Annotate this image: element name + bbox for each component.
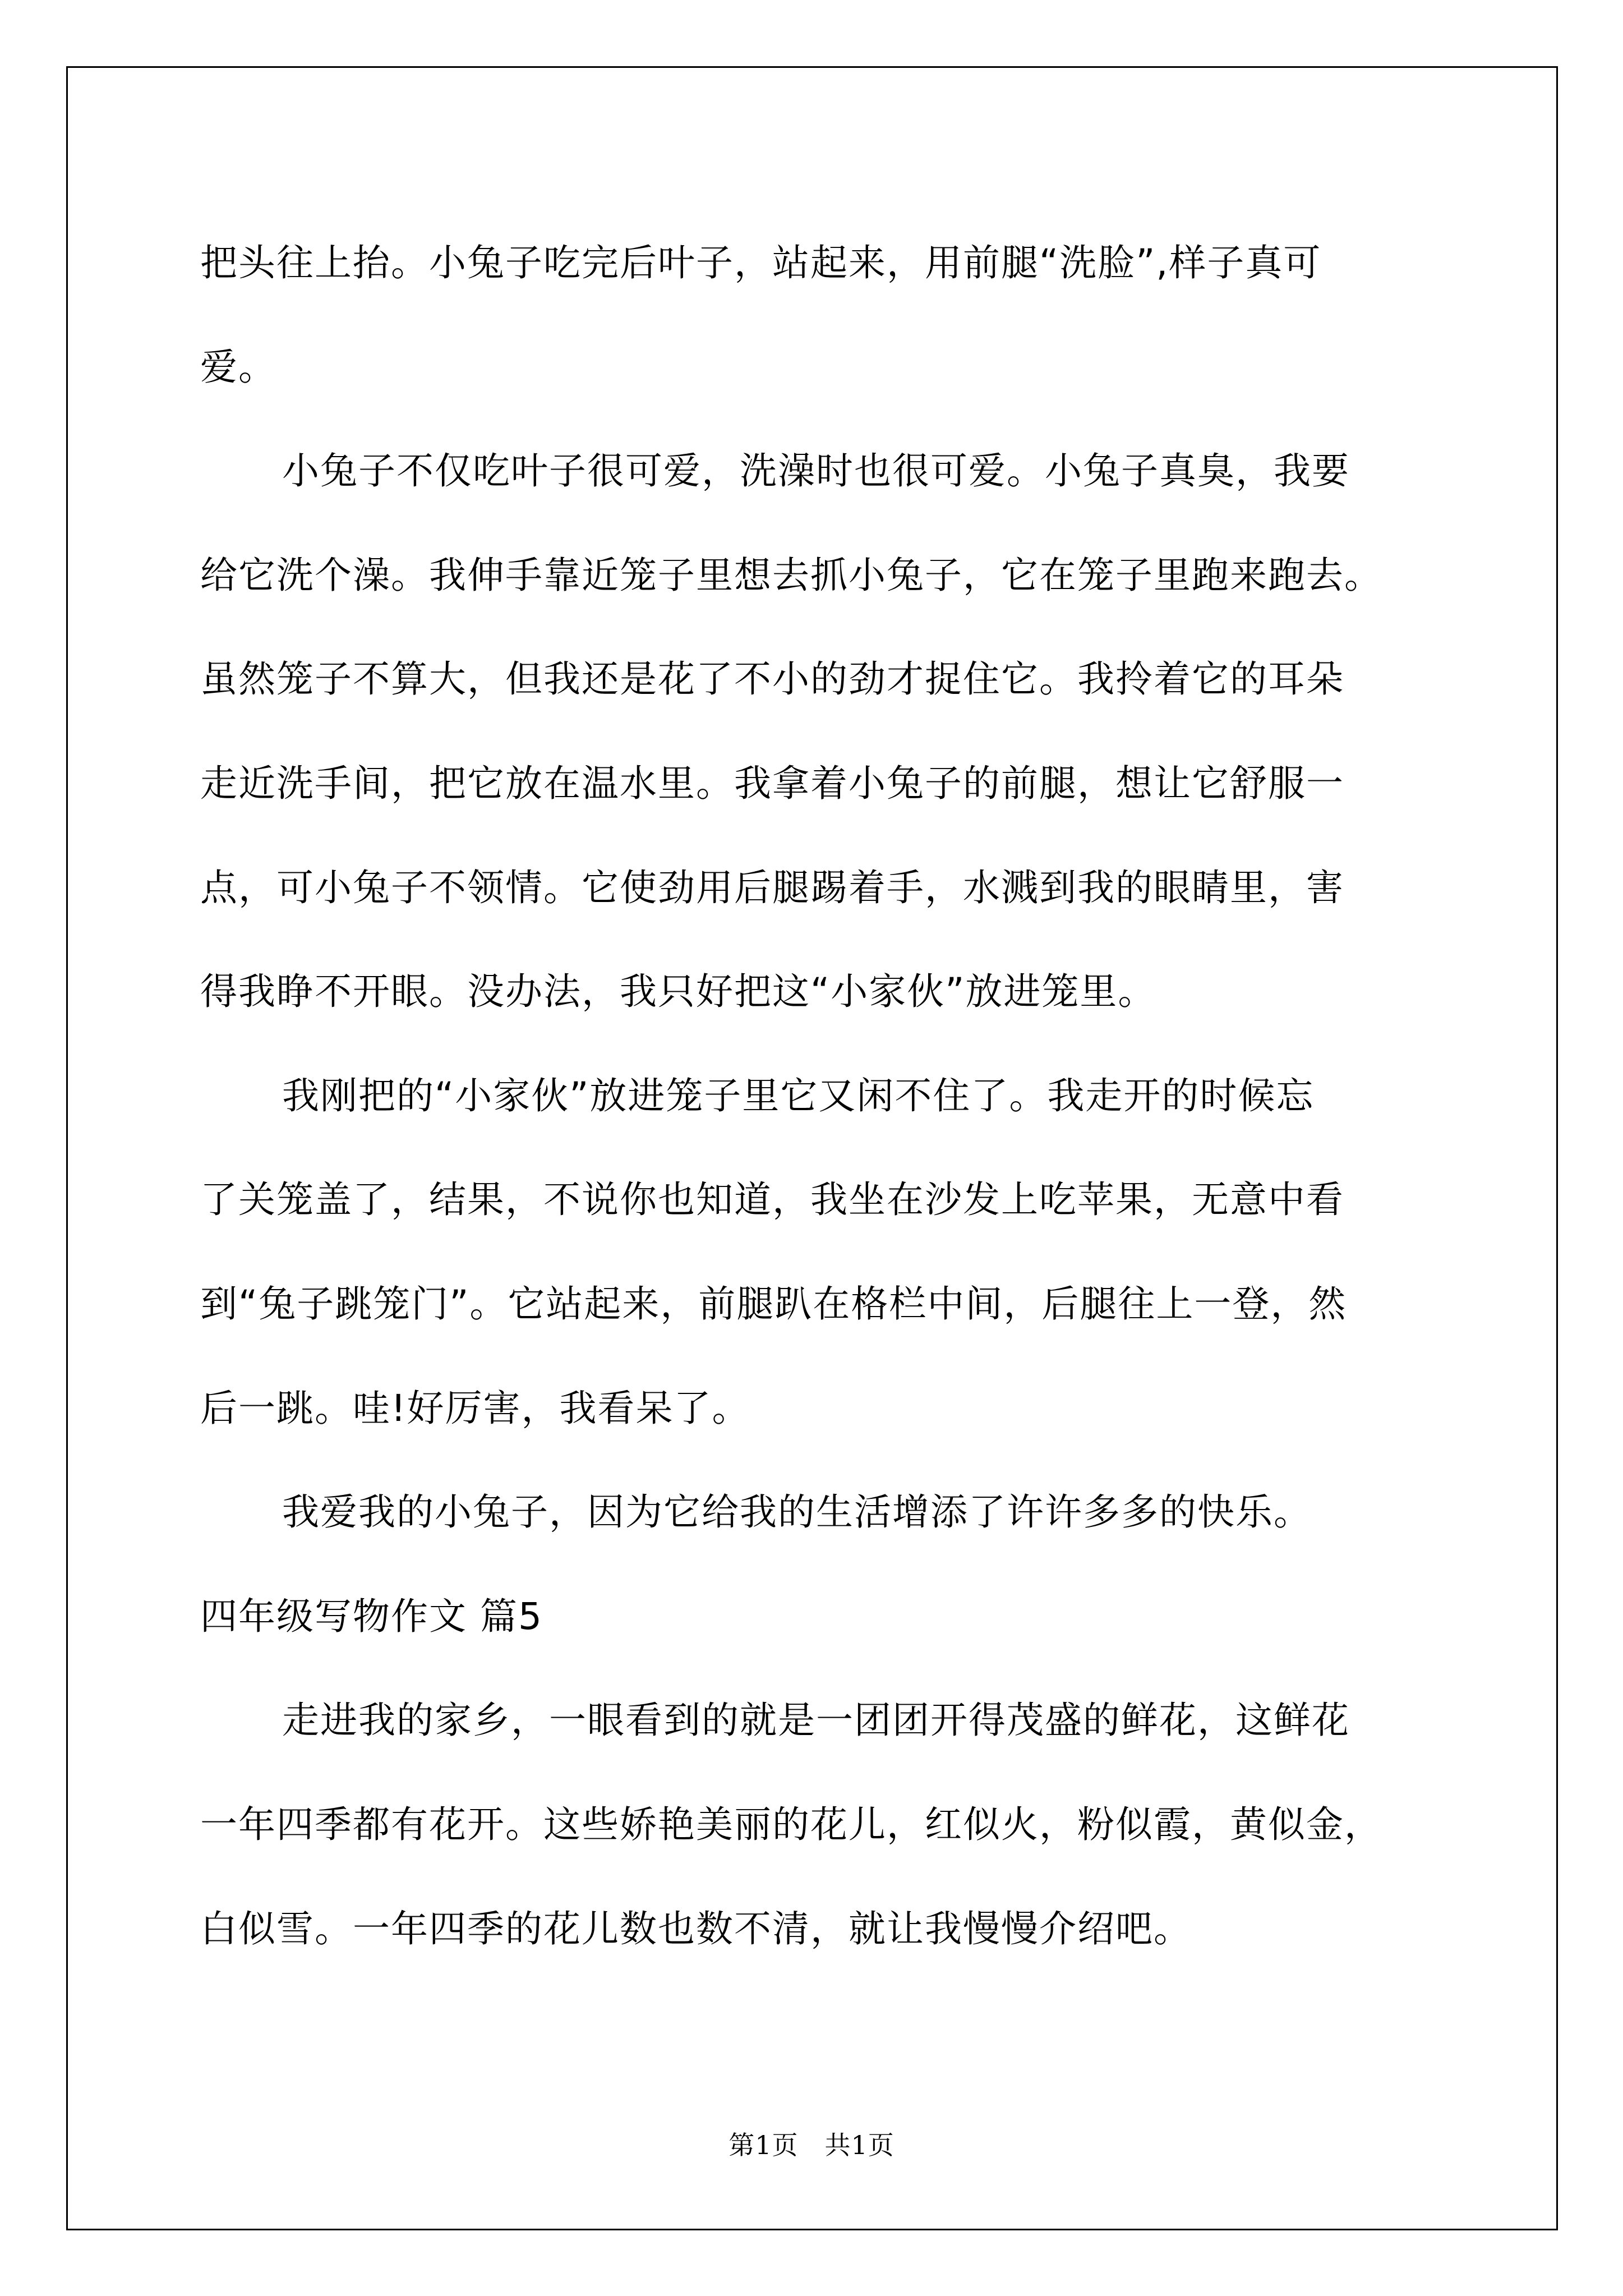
document-body — [200, 211, 1428, 1981]
text-line: 得我睁不开眼。没办法，我只好把这“小家伙”放进笼里。 — [200, 970, 1156, 1014]
paragraph-start-line: 小兔子不仅吃叶子很可爱，洗澡时也很可爱。小兔子真臭，我要 — [282, 449, 1350, 493]
page-number-footer: 第1页 共1页 — [728, 2130, 895, 2160]
text-line: 到“兔子跳笼门”。它站起来，前腿趴在格栏中间，后腿往上一登，然 — [200, 1282, 1347, 1326]
text-line: 了关笼盖了，结果，不说你也知道，我坐在沙发上吃苹果，无意中看 — [200, 1178, 1344, 1222]
text-line: 点，可小兔子不领情。它使劲用后腿踢着手，水溅到我的眼睛里，害 — [200, 866, 1344, 909]
paragraph-start-line: 我刚把的“小家伙”放进笼子里它又闲不住了。我走开的时候忘 — [282, 1074, 1315, 1117]
text-line: 虽然笼子不算大，但我还是花了不小的劲才捉住它。我拎着它的耳朵 — [200, 657, 1344, 701]
text-line: 把头往上抬。小兔子吃完后叶子，站起来，用前腿“洗脸”,样子真可 — [200, 241, 1322, 284]
text-line: 一年四季都有花开。这些娇艳美丽的花儿，红似火，粉似霞，黄似金， — [200, 1802, 1382, 1846]
paragraph-start-line: 我爱我的小兔子，因为它给我的生活增添了许许多多的快乐。 — [282, 1490, 1312, 1534]
text-line: 后一跳。哇!好厉害，我看呆了。 — [200, 1386, 750, 1430]
text-line: 走近洗手间，把它放在温水里。我拿着小兔子的前腿，想让它舒服一 — [200, 761, 1344, 805]
text-line: 给它洗个澡。我伸手靠近笼子里想去抓小兔子，它在笼子里跑来跑去。 — [200, 553, 1382, 597]
section-heading: 四年级写物作文 篇5 — [200, 1594, 543, 1638]
text-line: 白似雪。一年四季的花儿数也数不清，就让我慢慢介绍吧。 — [200, 1907, 1192, 1950]
text-line: 爱。 — [200, 345, 276, 389]
paragraph-start-line: 走进我的家乡，一眼看到的就是一团团开得茂盛的鲜花，这鲜花 — [282, 1699, 1350, 1742]
